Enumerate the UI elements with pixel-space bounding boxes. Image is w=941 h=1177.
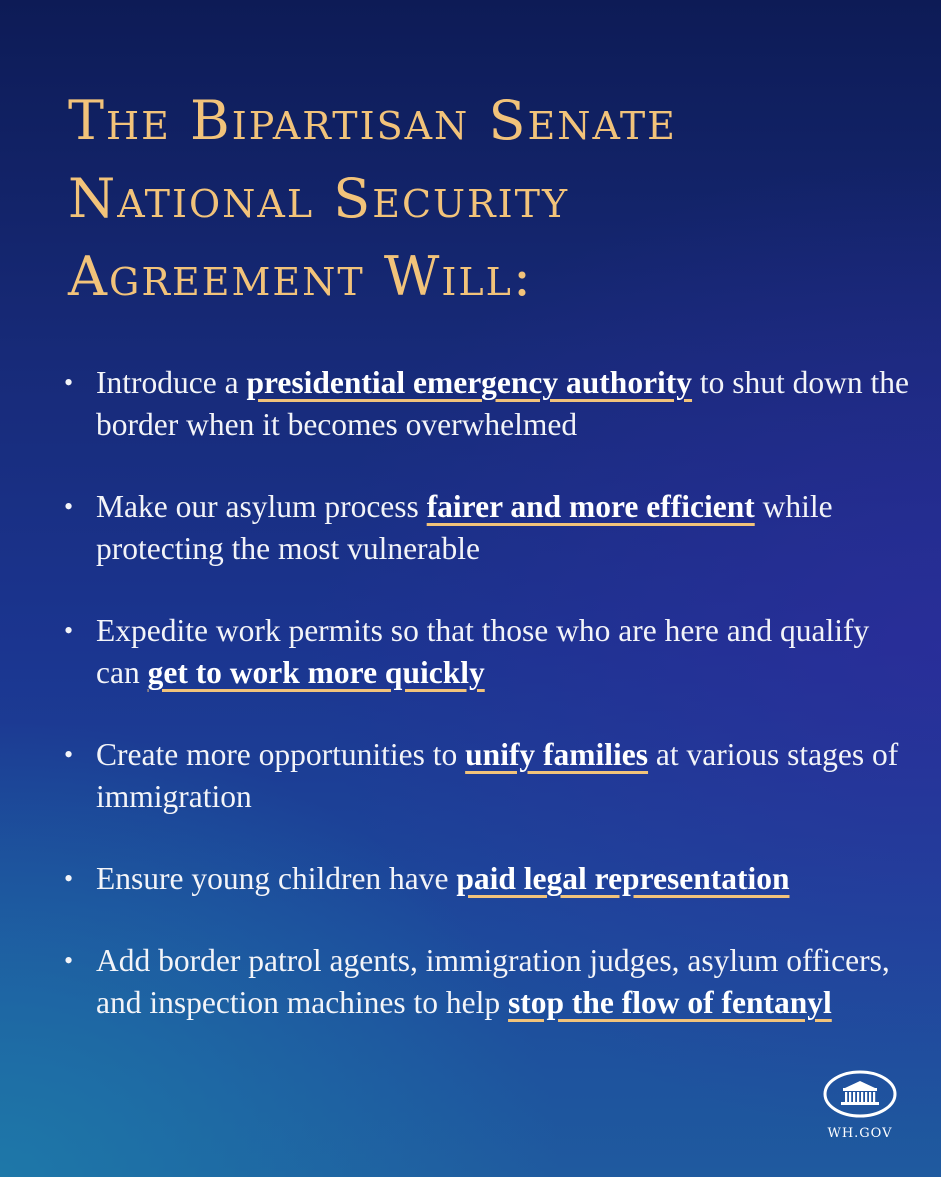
bullet-item-unify-families [58, 734, 918, 818]
bullet-text: Create more opportunities to [96, 737, 466, 772]
page-title [68, 82, 888, 316]
bullet-item-fentanyl [58, 940, 918, 1024]
title-line-3: Agreement Will: [68, 245, 534, 308]
bullet-highlight: get to work more quickly [147, 655, 485, 690]
bullet-text: Ensure young children have [96, 861, 457, 896]
bullet-dot-icon: • [64, 864, 74, 893]
bullet-text: while protecting the most vulnerable [96, 489, 833, 566]
bullet-text: Make our asylum process [96, 489, 427, 524]
bullet-item-emergency-authority [58, 362, 918, 446]
bullet-highlight: stop the flow of fentanyl [508, 985, 832, 1020]
bullet-item-work-permits [58, 610, 918, 694]
bullet-dot-icon: • [64, 740, 74, 769]
wh-gov-label: WH.GOV [827, 1126, 893, 1141]
bullet-highlight: unify families [465, 737, 649, 772]
bullet-dot-icon: • [64, 616, 74, 645]
wh-logo [822, 1070, 898, 1141]
bullet-item-legal-representation [58, 858, 918, 900]
bullet-text: Add border patrol agents, immigration judges, asylum officers, and inspection machines to help [96, 943, 890, 1020]
bullet-dot-icon: • [64, 368, 74, 397]
bullet-dot-icon: • [64, 492, 74, 521]
title-line-1: The Bipartisan Senate [68, 89, 677, 152]
bullet-highlight: presidential emergency authority [246, 365, 693, 400]
title-line-2: National Security [68, 167, 570, 230]
bullet-text: Expedite work permits so that those who are here and qualify can [96, 613, 870, 690]
bullet-text: at various stages of immigration [96, 737, 899, 814]
bullet-dot-icon: • [64, 946, 74, 975]
bullet-text: to shut down the border when it becomes overwhelmed [96, 365, 910, 442]
bullet-highlight: fairer and more efficient [426, 489, 755, 524]
bullet-item-asylum-process [58, 486, 918, 570]
bullet-text: Introduce a [96, 365, 247, 400]
bullet-list [58, 362, 918, 1024]
white-house-icon [823, 1070, 897, 1118]
bullet-highlight: paid legal representation [456, 861, 790, 896]
